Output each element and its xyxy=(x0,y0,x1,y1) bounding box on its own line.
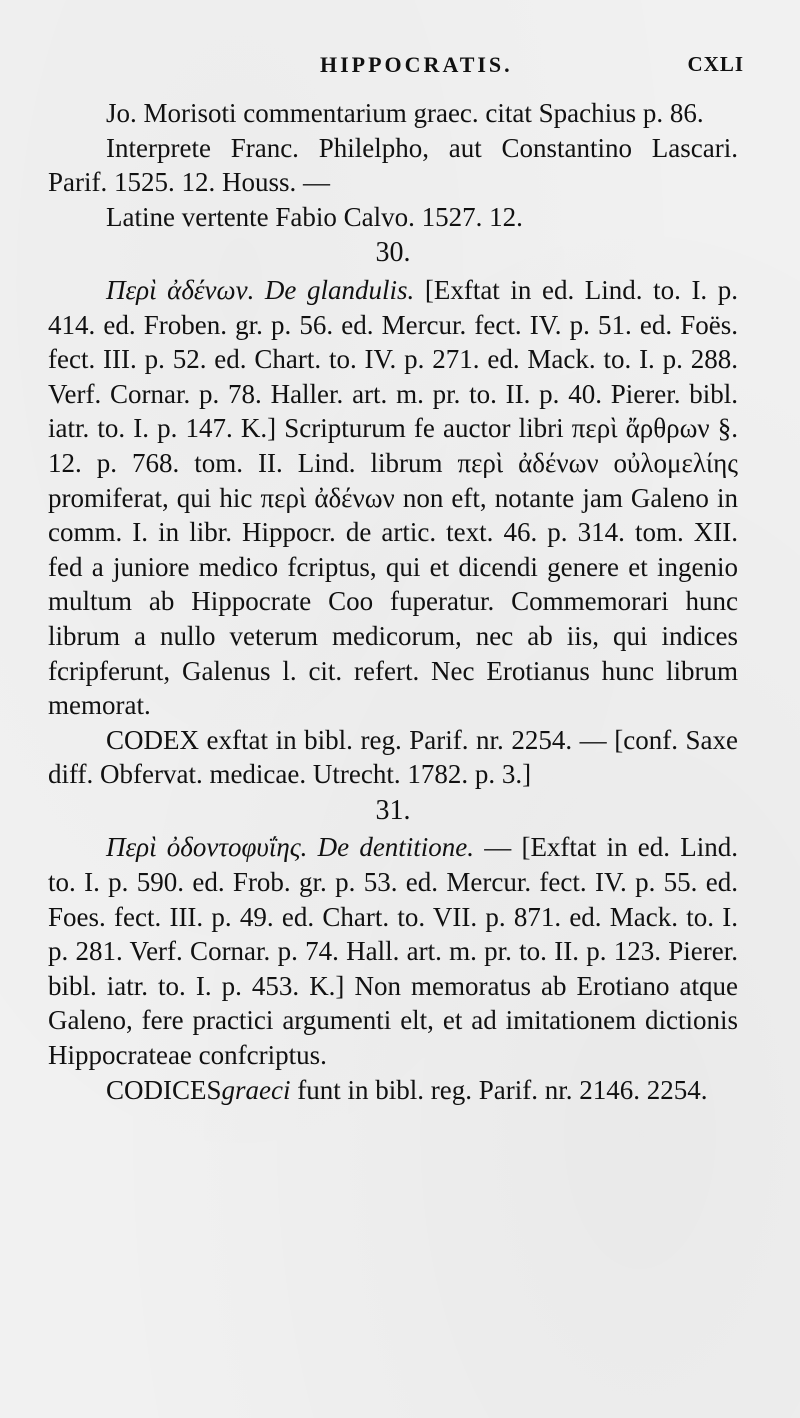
section-31-codices xyxy=(48,1073,738,1108)
section-30-codex: CODEX exftat in bibl. reg. Parif. nr. 2254. — [conf. Saxe diff. Obfervat. medicae. Utrecht. 1782. p. 3.] xyxy=(48,724,738,790)
page-number: CXLI xyxy=(687,52,744,76)
section-number-31: 31. xyxy=(375,794,411,826)
running-title: HIPPOCRATIS. xyxy=(320,52,513,77)
codices-rest: funt in bibl. reg. Parif. nr. 2146. 2254. xyxy=(297,1074,708,1105)
section-number-30: 30. xyxy=(375,237,411,269)
section-31-paragraph xyxy=(48,830,738,1072)
running-header xyxy=(48,0,744,96)
paragraph-latine: Latine vertente Fabio Calvo. 1527. 12. xyxy=(106,201,523,232)
paragraph-morisoti: Jo. Morisoti commentarium graec. citat Spachius p. 86. xyxy=(106,98,704,128)
section-31-greek-title: Περὶ ὀδοντοφυΐης. xyxy=(106,832,308,863)
section-30-greek-title: Περὶ ἀδένων. xyxy=(106,274,255,305)
section-31-text: — [Exftat in ed. Lind. to. I. p. 590. ed. Frob. gr. p. 53. ed. Mercur. fect. IV. p. 55. ed. Foes. fect. III. p. 49. ed. Chart. to. VII. p. 871. ed. Mack. to. I. p. 281. Verf. Cornar. p. 74. Hall. art. m. pr. to. II. p. 123. Pierer. bibl. iatr. to. I. p. 453. K.] Non memoratus ab Erotiano atque Galeno, fere practici argumenti elt, et ad imitationem dictionis Hippocrateae confcriptus. xyxy=(48,832,738,1071)
codices-italic: graeci xyxy=(221,1074,291,1105)
section-30-paragraph xyxy=(48,273,738,723)
section-31-latin-title: De dentitione. xyxy=(317,832,475,863)
section-30-latin-title: De glandulis. xyxy=(264,274,415,305)
page-body xyxy=(48,96,738,1107)
codices-lead: CODICES xyxy=(106,1074,222,1105)
paragraph-interprete: Interprete Franc. Philelpho, aut Constantino Lascari. Parif. 1525. 12. Houss. — xyxy=(48,132,738,198)
section-30-text: [Exftat in ed. Lind. to. I. p. 414. ed. Froben. gr. p. 56. ed. Mercur. fect. IV. p. 51. ed. Foës. fect. III. p. 52. ed. Chart. to. IV. p. 271. ed. Mack. to. I. p. 288. Verf. Cornar. p. 78. Haller. art. m. pr. to. II. p. 40. Pierer. bibl. iatr. to. I. p. 147. K.] Scripturum fe auctor libri περὶ ἄρθρων §. 12. p. 768. tom. II. Lind. librum περὶ ἀδένων οὐλομελίης promiferat, qui hic περὶ ἀδένων non eft, notante jam Galeno in comm. I. in libr. Hippocr. de artic. text. 46. p. 314. tom. XII. fed a juniore medico fcriptus, qui et dicendi genere et ingenio multum ab Hippocrate Coo fuperatur. Commemorari hunc librum a nullo veterum medicorum, nec ab iis, qui indices fcripferunt, Galenus l. cit. refert. Nec Erotianus hunc librum memorat. xyxy=(48,274,739,721)
